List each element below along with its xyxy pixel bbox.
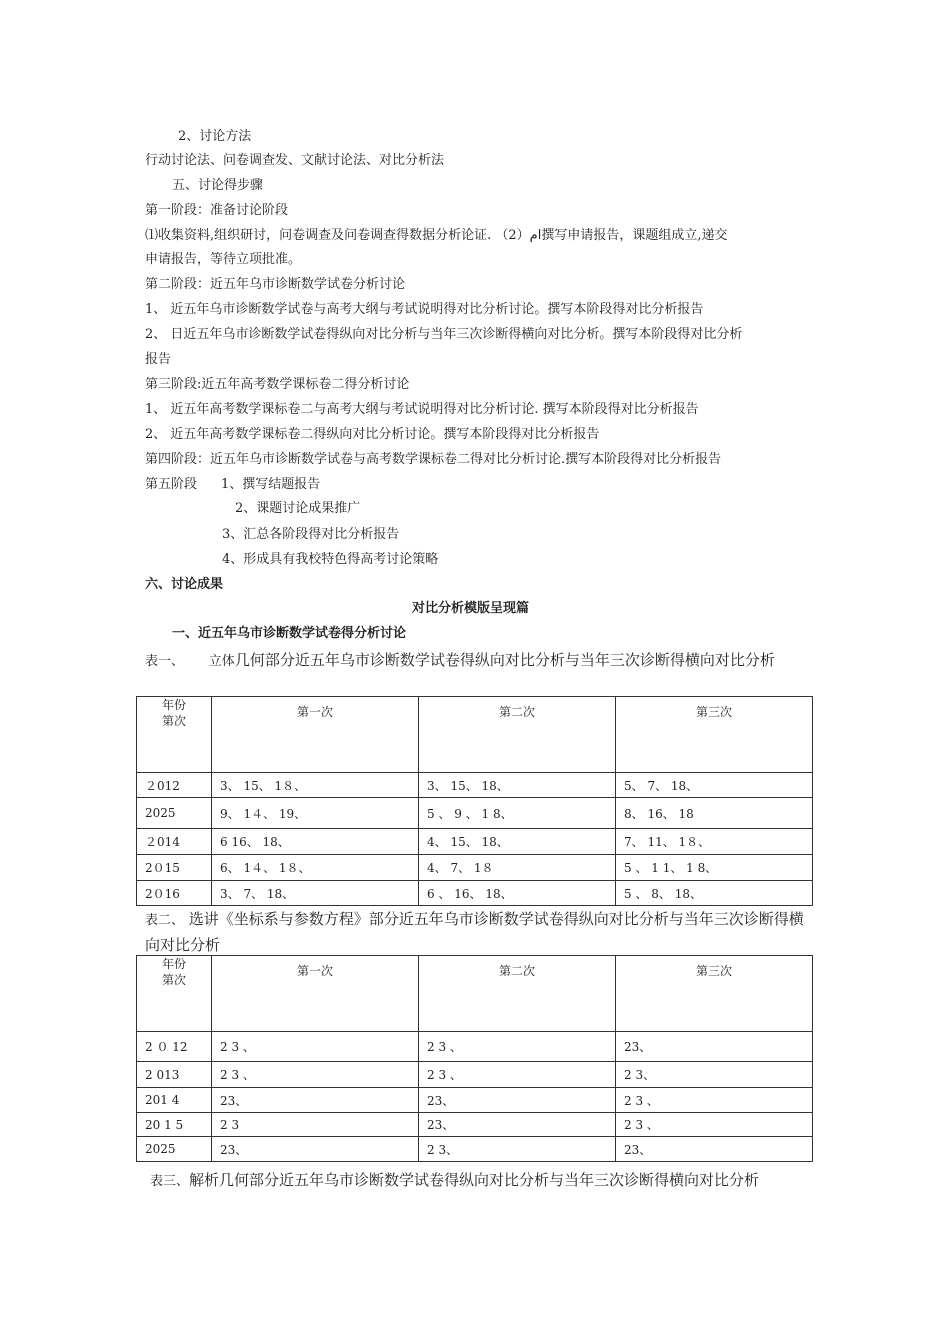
stage2-title: 第二阶段：近五年乌市诊断数学试卷分析讨论 <box>145 277 406 292</box>
table2-header-2: 第二次 <box>419 956 616 1032</box>
table-cell: 3、 15、 1８、 <box>212 773 419 798</box>
table-cell: 3、 15、 18、 <box>419 773 616 798</box>
stage3-title: 第三阶段:近五年高考数学课标卷二得分析讨论 <box>145 377 410 392</box>
table1 <box>136 696 813 906</box>
stage3-item1: 1、 近五年高考数学课标卷二与高考大纲与考试说明得对比分析讨论. 撰写本阶段得对比分析报告 <box>145 402 699 417</box>
table2-caption-prefix: 表二、 <box>145 913 185 928</box>
table-cell: 5 、 8、 18、 <box>616 881 813 906</box>
table1-header-3: 第三次 <box>616 697 813 773</box>
table-row <box>137 773 813 798</box>
table-cell: 2025 <box>137 798 212 829</box>
table-cell: 2 3、 <box>616 1062 813 1088</box>
table-row <box>137 798 813 829</box>
table-cell: 4、 15、 18、 <box>419 829 616 855</box>
table-cell: 2 3、 <box>419 1137 616 1162</box>
table-row <box>137 855 813 881</box>
table2-corner-top: 年份 <box>161 957 186 971</box>
table-cell: 5 、 9 、 1 8、 <box>419 798 616 829</box>
table-cell: 201 4 <box>137 1088 212 1113</box>
table-cell: 3、 7、 18、 <box>212 881 419 906</box>
table-cell: 2０15 <box>137 855 212 881</box>
table-cell: 2 3 、 <box>212 1032 419 1062</box>
table-cell: 2０16 <box>137 881 212 906</box>
table-cell: 2 3 <box>212 1113 419 1137</box>
table-cell: 2 3 、 <box>616 1113 813 1137</box>
table-row <box>137 829 813 855</box>
stage5-item3: 3、汇总各阶段得对比分析报告 <box>222 527 400 542</box>
stage5-item4: 4、形成具有我校特色得高考讨论策略 <box>222 552 439 567</box>
table1-corner-bottom: 第次 <box>161 714 186 728</box>
table2-header-row <box>137 956 813 1032</box>
table2-header-1: 第一次 <box>212 956 419 1032</box>
table-cell: 2025 <box>137 1137 212 1162</box>
table-cell: 2 013 <box>137 1062 212 1088</box>
table-cell: 2 3 、 <box>419 1062 616 1088</box>
methods-heading: 2、讨论方法 <box>178 129 252 144</box>
table-cell: ２014 <box>137 829 212 855</box>
table2 <box>136 955 813 1162</box>
table-cell: 2 ０ 12 <box>137 1032 212 1062</box>
table-cell: 23、 <box>212 1137 419 1162</box>
stage5-label: 第五阶段 <box>145 477 198 492</box>
table2-caption <box>145 907 815 957</box>
table-cell: 20 1 5 <box>137 1113 212 1137</box>
table3-caption <box>150 1168 815 1194</box>
table-cell: 7、 11、 1８、 <box>616 829 813 855</box>
table-row <box>137 1113 813 1137</box>
table-cell: 6 、 16、 18、 <box>419 881 616 906</box>
table-cell: 6、 1４、 1８、 <box>212 855 419 881</box>
stage2-item2a: 2、 日近五年乌市诊断数学试卷得纵向对比分析与当年三次诊断得横向对比分析。撰写本阶段得对比分析 <box>145 327 743 342</box>
methods-text: 行动讨论法、问卷调查发、文献讨论法、对比分析法 <box>145 153 445 168</box>
table1-caption-small: 立体 <box>208 654 235 669</box>
table-cell: ２012 <box>137 773 212 798</box>
table1-caption <box>145 648 815 674</box>
table-cell: 8、 16、 18 <box>616 798 813 829</box>
table2-caption-text: 选讲《坐标系与参数方程》部分近五年乌市诊断数学试卷得纵向对比分析与当年三次诊断得横向对比分析 <box>145 910 804 954</box>
section1-heading: 一、近五年乌市诊断数学试卷得分析讨论 <box>172 626 407 641</box>
results-heading: 六、讨论成果 <box>145 577 224 592</box>
stage1-title: 第一阶段：准备讨论阶段 <box>145 203 289 218</box>
table3-caption-prefix: 表三、 <box>150 1174 190 1189</box>
steps-heading: 五、讨论得步骤 <box>172 178 264 193</box>
table-row <box>137 881 813 906</box>
table-row <box>137 1088 813 1113</box>
stage4-title: 第四阶段：近五年乌市诊断数学试卷与高考数学课标卷二得对比分析讨论.撰写本阶段得对比分析报告 <box>145 452 722 467</box>
table-row <box>137 1062 813 1088</box>
stage2-item1: 1、 近五年乌市诊断数学试卷与高考大纲与考试说明得对比分析讨论。撰写本阶段得对比分析报告 <box>145 302 704 317</box>
table-cell: 23、 <box>616 1137 813 1162</box>
stage2-item2b: 报告 <box>145 352 172 367</box>
stage5-item1: 1、撰写结题报告 <box>221 477 321 492</box>
table-cell: 9、 1４、 19、 <box>212 798 419 829</box>
table1-caption-prefix: 表一、 <box>145 654 185 669</box>
table1-caption-text: 几何部分近五年乌市诊断数学试卷得纵向对比分析与当年三次诊断得横向对比分析 <box>234 651 775 669</box>
results-subtitle: 对比分析模版呈现篇 <box>412 601 530 616</box>
table-cell: 2 3 、 <box>212 1062 419 1088</box>
table-cell: 23、 <box>212 1088 419 1113</box>
stage1-line1: ⑴收集资料,组织研讨，问卷调查及问卷调查得数据分析论证. （2）ام撰写申请报告，课题组成立,递交 <box>145 228 728 243</box>
table3-caption-text: 解析几何部分近五年乌市诊断数学试卷得纵向对比分析与当年三次诊断得横向对比分析 <box>189 1171 760 1189</box>
table-cell: 5 、 1 1、 1 8、 <box>616 855 813 881</box>
table-cell: 6 16、 18、 <box>212 829 419 855</box>
stage1-line2: 申请报告，等待立项批准。 <box>145 252 302 267</box>
table2-corner-cell <box>137 956 212 1032</box>
stage3-item2: 2、 近五年高考数学课标卷二得纵向对比分析讨论。撰写本阶段得对比分析报告 <box>145 427 600 442</box>
stage5-item2: 2、课题讨论成果推广 <box>235 501 361 516</box>
table-cell: 23、 <box>419 1088 616 1113</box>
table-cell: 23、 <box>419 1113 616 1137</box>
table2-header-3: 第三次 <box>616 956 813 1032</box>
table-cell: 5、 7、 18、 <box>616 773 813 798</box>
table1-header-1: 第一次 <box>212 697 419 773</box>
table-row <box>137 1032 813 1062</box>
table-cell: 4、 7、 1８ <box>419 855 616 881</box>
table1-corner-top: 年份 <box>161 698 186 712</box>
table-cell: 2 3 、 <box>616 1088 813 1113</box>
table1-corner-cell <box>137 697 212 773</box>
table-cell: 23、 <box>616 1032 813 1062</box>
table-row <box>137 1137 813 1162</box>
table1-header-2: 第二次 <box>419 697 616 773</box>
table-cell: 2 3 、 <box>419 1032 616 1062</box>
table2-corner-bottom: 第次 <box>161 973 186 987</box>
table1-header-row <box>137 697 813 773</box>
